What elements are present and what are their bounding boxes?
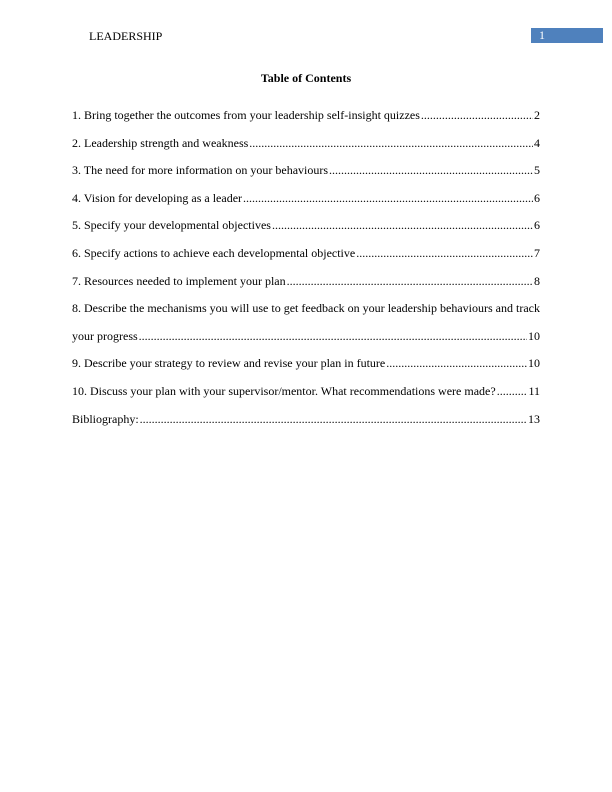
toc-entry-page: 6 <box>534 190 540 205</box>
toc-entry-label: 9. Describe your strategy to review and revise your plan in future <box>72 356 386 371</box>
toc-entry-label: Bibliography: <box>72 411 139 426</box>
page-number-badge: 1 <box>531 28 603 43</box>
toc-entry-2[interactable] <box>72 136 540 164</box>
toc-entry-label: 4. Vision for developing as a leader <box>72 190 243 205</box>
toc-entry-3[interactable] <box>72 163 540 191</box>
toc-entry-10[interactable] <box>72 384 540 412</box>
toc-entry-page: 10 <box>528 356 540 371</box>
toc-title: Table of Contents <box>260 71 352 85</box>
toc-entry-1[interactable] <box>72 108 540 136</box>
running-header-title: LEADERSHIP <box>89 29 163 43</box>
toc-entry-label: 7. Resources needed to implement your plan <box>72 273 286 288</box>
toc-entry-label: 3. The need for more information on your behaviours <box>72 163 329 178</box>
toc-entry-label: 6. Specify actions to achieve each developmental objective <box>72 245 356 260</box>
toc-entry-5[interactable] <box>72 218 540 246</box>
dot-leader <box>329 163 533 177</box>
table-of-contents <box>72 108 540 439</box>
toc-entry-page: 8 <box>534 273 540 288</box>
dot-leader <box>356 246 533 260</box>
dot-leader <box>497 384 528 398</box>
toc-entry-label: 2. Leadership strength and weakness <box>72 135 249 150</box>
dot-leader <box>140 412 527 426</box>
toc-entry-4[interactable] <box>72 191 540 219</box>
toc-entry-6[interactable] <box>72 246 540 274</box>
toc-entry-page: 13 <box>528 411 540 426</box>
toc-entry-label: 10. Discuss your plan with your supervisor/mentor. What recommendations were made? <box>72 383 496 398</box>
toc-entry-label: 5. Specify your developmental objectives <box>72 218 271 233</box>
dot-leader <box>243 191 533 205</box>
toc-entry-9[interactable] <box>72 356 540 384</box>
toc-entry-page: 7 <box>534 245 540 260</box>
toc-entry-page: 2 <box>534 108 540 122</box>
toc-entry-7[interactable] <box>72 274 540 302</box>
dot-leader <box>139 329 527 343</box>
dot-leader <box>421 108 533 122</box>
toc-entry-page: 10 <box>528 328 540 343</box>
toc-entry-page: 4 <box>534 135 540 150</box>
toc-entry-page: 5 <box>534 163 540 178</box>
dot-leader <box>249 136 533 150</box>
toc-entry-page: 6 <box>534 218 540 233</box>
toc-entry-label: your progress <box>72 328 138 343</box>
dot-leader <box>272 218 533 232</box>
toc-entry-label: 8. Describe the mechanisms you will use to get feedback on your leadership behaviours and track <box>72 301 540 316</box>
toc-entry-8-line-2[interactable] <box>72 329 540 357</box>
dot-leader <box>287 274 533 288</box>
toc-entry-label: 1. Bring together the outcomes from your leadership self-insight quizzes <box>72 108 420 122</box>
dot-leader <box>386 356 527 370</box>
toc-entry-bibliography[interactable] <box>72 412 540 440</box>
toc-entry-8-line-1[interactable] <box>72 301 540 329</box>
toc-entry-page: 11 <box>528 383 540 398</box>
